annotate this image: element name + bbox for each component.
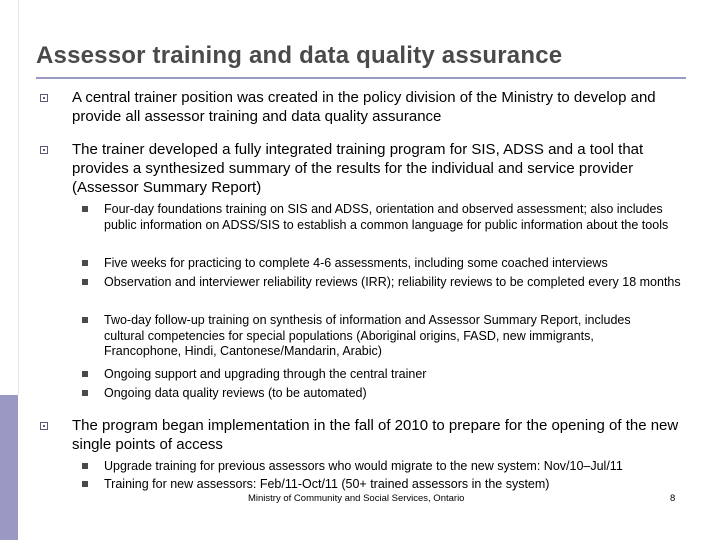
sub-bullet-text: Ongoing data quality reviews (to be automated) [104, 386, 367, 400]
title-underline [36, 77, 686, 79]
sub-bullet-text: Four-day foundations training on SIS and ADSS, orientation and observed assessment; also includes public information on ADSS/SIS to establish a common language for public information about the tools [104, 202, 669, 232]
sub-bullet-text: Observation and interviewer reliability reviews (IRR); reliability reviews to be completed every 18 months [104, 275, 681, 289]
filled-square-bullet-icon [82, 481, 88, 487]
square-bullet-icon [40, 422, 48, 430]
filled-square-bullet-icon [82, 317, 88, 323]
slide-title: Assessor training and data quality assurance [36, 42, 563, 69]
sub-bullet-text: Two-day follow-up training on synthesis of information and Assessor Summary Report, includes cultural competencies for special populations (Aboriginal origins, FASD, new immigrants, Francophone, Hindi, Cantonese/Mandarin, Arabic) [104, 313, 631, 358]
square-bullet-icon [40, 94, 48, 102]
filled-square-bullet-icon [82, 390, 88, 396]
bullet-text: The program began implementation in the fall of 2010 to prepare for the opening of the new single points of access [72, 417, 679, 453]
filled-square-bullet-icon [82, 260, 88, 266]
footer-source: Ministry of Community and Social Services, Ontario [248, 493, 465, 504]
sub-bullet-text: Training for new assessors: Feb/11-Oct/11 (50+ trained assessors in the system) [104, 477, 550, 491]
left-accent-bar-bottom [0, 395, 18, 540]
filled-square-bullet-icon [82, 206, 88, 212]
filled-square-bullet-icon [82, 371, 88, 377]
bullet-text: The trainer developed a fully integrated training program for SIS, ADSS and a tool that provides a synthesized summary of the results for the individual and service provider (Assessor Summary Report) [72, 141, 644, 196]
filled-square-bullet-icon [82, 279, 88, 285]
filled-square-bullet-icon [82, 463, 88, 469]
sub-bullet-text: Ongoing support and upgrading through the central trainer [104, 367, 427, 381]
square-bullet-icon [40, 146, 48, 154]
sub-bullet-text: Upgrade training for previous assessors who would migrate to the new system: Nov/10–Jul/11 [104, 459, 623, 473]
sub-bullet-text: Five weeks for practicing to complete 4-6 assessments, including some coached interviews [104, 256, 608, 270]
bullet-text: A central trainer position was created in the policy division of the Ministry to develop and provide all assessor training and data quality assurance [72, 89, 656, 125]
page-number: 8 [670, 493, 676, 504]
left-accent-bar [0, 0, 19, 395]
